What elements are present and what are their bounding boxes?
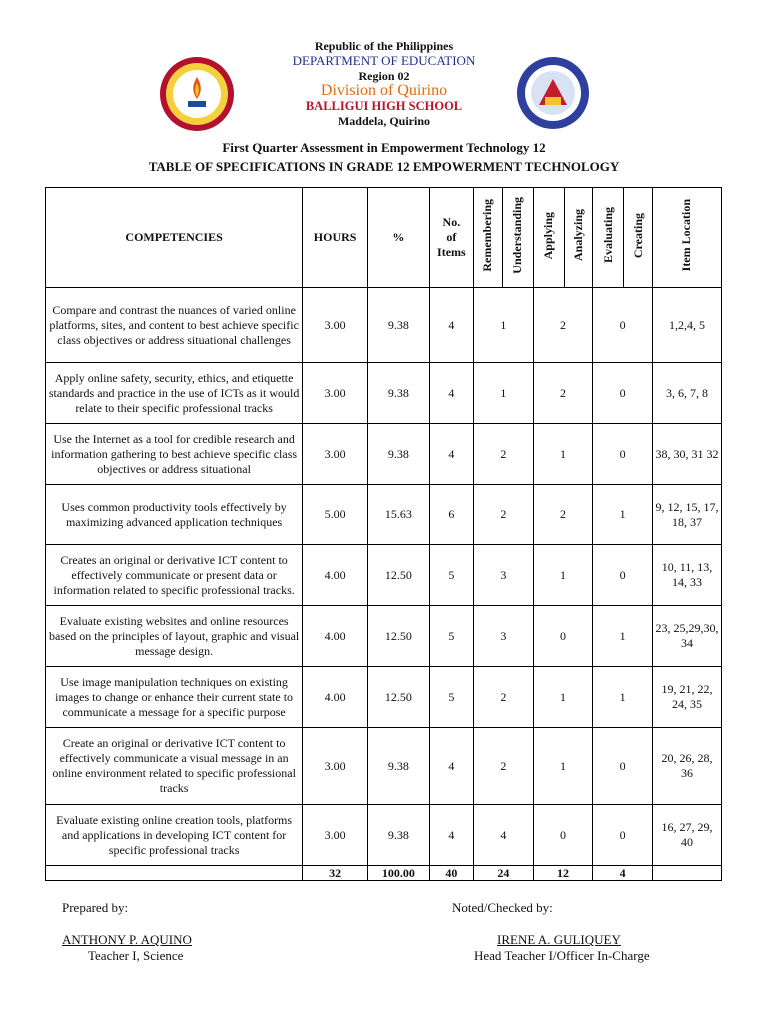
items-header-items: Items — [437, 245, 466, 259]
evaluate-create-cell: 0 — [593, 728, 653, 805]
items-cell: 4 — [429, 424, 473, 485]
total-evaluate-create: 4 — [593, 866, 653, 881]
items-header-of: of — [446, 230, 457, 244]
table-row — [46, 805, 722, 866]
evaluate-create-cell: 0 — [593, 363, 653, 424]
applying-header — [533, 188, 564, 288]
table-row — [46, 728, 722, 805]
specifications-table — [45, 187, 722, 881]
evaluate-create-cell: 0 — [593, 545, 653, 606]
hours-cell: 4.00 — [303, 545, 368, 606]
analyzing-header — [564, 188, 593, 288]
prepared-by-title: Teacher I, Science — [88, 948, 184, 963]
total-hours: 32 — [303, 866, 368, 881]
hours-cell: 3.00 — [303, 728, 368, 805]
item-location-cell: 19, 21, 22, 24, 35 — [652, 667, 721, 728]
evaluate-create-cell: 1 — [593, 485, 653, 545]
items-cell: 4 — [429, 288, 473, 363]
apply-analyze-cell: 0 — [533, 606, 593, 667]
department-label: DEPARTMENT OF EDUCATION — [292, 53, 476, 68]
hours-cell: 3.00 — [303, 424, 368, 485]
item-location-header — [652, 188, 721, 288]
applying-label: Applying — [541, 211, 556, 260]
region-label: Region 02 — [358, 69, 410, 83]
apply-analyze-cell: 1 — [533, 545, 593, 606]
competencies-header: COMPETENCIES — [46, 188, 303, 288]
total-items: 40 — [429, 866, 473, 881]
apply-analyze-cell: 2 — [533, 485, 593, 545]
items-cell: 5 — [429, 545, 473, 606]
noted-by-name: IRENE A. GULIQUEY — [497, 932, 621, 947]
items-cell: 4 — [429, 363, 473, 424]
percent-cell: 9.38 — [368, 424, 430, 485]
total-percent: 100.00 — [368, 866, 430, 881]
understanding-header — [502, 188, 533, 288]
percent-cell: 9.38 — [368, 805, 430, 866]
apply-analyze-cell: 2 — [533, 288, 593, 363]
remember-understand-cell: 2 — [474, 667, 534, 728]
item-location-cell: 38, 30, 31 32 — [652, 424, 721, 485]
total-apply-analyze: 12 — [533, 866, 593, 881]
school-name: BALLIGUI HIGH SCHOOL — [305, 99, 463, 113]
table-row — [46, 606, 722, 667]
apply-analyze-cell: 2 — [533, 363, 593, 424]
items-cell: 5 — [429, 606, 473, 667]
remembering-header — [474, 188, 503, 288]
assessment-title: First Quarter Assessment in Empowerment Technology 12 — [222, 140, 546, 155]
remember-understand-cell: 3 — [474, 545, 534, 606]
remember-understand-cell: 2 — [474, 728, 534, 805]
remember-understand-cell: 2 — [474, 424, 534, 485]
percent-cell: 12.50 — [368, 667, 430, 728]
totals-blank — [46, 866, 303, 881]
hours-cell: 3.00 — [303, 288, 368, 363]
item-location-cell: 10, 11, 13, 14, 33 — [652, 545, 721, 606]
total-location-blank — [652, 866, 721, 881]
creating-header — [624, 188, 653, 288]
header-row — [46, 188, 722, 288]
evaluate-create-cell: 1 — [593, 667, 653, 728]
item-location-cell: 23, 25,29,30, 34 — [652, 606, 721, 667]
creating-label: Creating — [630, 212, 645, 259]
item-location-cell: 3, 6, 7, 8 — [652, 363, 721, 424]
table-body — [46, 288, 722, 866]
competency-cell: Compare and contrast the nuances of varied online platforms, sites, and content to best achieve specific class objectives or address situational challenges — [46, 288, 303, 363]
items-cell: 6 — [429, 485, 473, 545]
noted-by-label: Noted/Checked by: — [452, 900, 553, 915]
total-remember-understand: 24 — [474, 866, 534, 881]
republic-label: Republic of the Philippines — [314, 39, 454, 53]
apply-analyze-cell: 1 — [533, 667, 593, 728]
percent-cell: 12.50 — [368, 606, 430, 667]
items-cell: 4 — [429, 805, 473, 866]
competency-cell: Creates an original or derivative ICT content to effectively communicate or present data or information related to specific professional tracks. — [46, 545, 303, 606]
noted-by-title: Head Teacher I/Officer In-Charge — [474, 948, 650, 963]
hours-cell: 4.00 — [303, 667, 368, 728]
evaluating-header — [593, 188, 624, 288]
percent-cell: 15.63 — [368, 485, 430, 545]
hours-cell: 3.00 — [303, 805, 368, 866]
remember-understand-cell: 4 — [474, 805, 534, 866]
remember-understand-cell: 2 — [474, 485, 534, 545]
apply-analyze-cell: 0 — [533, 805, 593, 866]
hours-cell: 5.00 — [303, 485, 368, 545]
competency-cell: Use the Internet as a tool for credible research and information gathering to best achieve specific class objectives or address situational — [46, 424, 303, 485]
items-header-no: No. — [442, 215, 461, 229]
competency-cell: Apply online safety, security, ethics, and etiquette standards and practice in the use of ICTs as it would relate to their specific professional tracks — [46, 363, 303, 424]
table-row — [46, 363, 722, 424]
understanding-label: Understanding — [510, 197, 525, 274]
apply-analyze-cell: 1 — [533, 424, 593, 485]
remember-understand-cell: 3 — [474, 606, 534, 667]
percent-cell: 9.38 — [368, 728, 430, 805]
prepared-by-name: ANTHONY P. AQUINO — [62, 932, 192, 947]
hours-header: HOURS — [303, 188, 368, 288]
table-row — [46, 288, 722, 363]
totals-row — [46, 866, 722, 881]
percent-cell: 9.38 — [368, 363, 430, 424]
evaluate-create-cell: 0 — [593, 288, 653, 363]
competency-cell: Evaluate existing online creation tools, platforms and applications in developing ICT content for specific professional tracks — [46, 805, 303, 866]
table-row — [46, 545, 722, 606]
prepared-by-label: Prepared by: — [62, 900, 129, 915]
evaluate-create-cell: 0 — [593, 805, 653, 866]
evaluate-create-cell: 1 — [593, 606, 653, 667]
remember-understand-cell: 1 — [474, 363, 534, 424]
table-row — [46, 485, 722, 545]
competency-cell: Evaluate existing websites and online resources based on the principles of layout, graphic and visual message design. — [46, 606, 303, 667]
item-location-cell: 9, 12, 15, 17, 18, 37 — [652, 485, 721, 545]
competency-cell: Use image manipulation techniques on existing images to change or enhance their current state to communicate a message for a specific purpose — [46, 667, 303, 728]
competency-cell: Uses common productivity tools effectively by maximizing advanced application techniques — [46, 485, 303, 545]
remembering-label: Remembering — [480, 199, 495, 272]
item-location-cell: 20, 26, 28, 36 — [652, 728, 721, 805]
item-location-label: Item Location — [679, 199, 694, 272]
table-row — [46, 424, 722, 485]
evaluate-create-cell: 0 — [593, 424, 653, 485]
hours-cell: 3.00 — [303, 363, 368, 424]
items-cell: 5 — [429, 667, 473, 728]
item-location-cell: 16, 27, 29, 40 — [652, 805, 721, 866]
table-row — [46, 667, 722, 728]
apply-analyze-cell: 1 — [533, 728, 593, 805]
percent-cell: 9.38 — [368, 288, 430, 363]
analyzing-label: Analyzing — [570, 209, 585, 262]
items-cell: 4 — [429, 728, 473, 805]
hours-cell: 4.00 — [303, 606, 368, 667]
evaluating-label: Evaluating — [600, 207, 615, 264]
school-address: Maddela, Quirino — [337, 114, 430, 128]
competency-cell: Create an original or derivative ICT content to effectively communicate a visual message in an online environment related to specific professional tracks — [46, 728, 303, 805]
items-header — [429, 188, 473, 288]
division-label: Division of Quirino — [320, 82, 448, 99]
percent-cell: 12.50 — [368, 545, 430, 606]
remember-understand-cell: 1 — [474, 288, 534, 363]
item-location-cell: 1,2,4, 5 — [652, 288, 721, 363]
percent-header: % — [368, 188, 430, 288]
table-title: TABLE OF SPECIFICATIONS IN GRADE 12 EMPOWERMENT TECHNOLOGY — [148, 159, 620, 174]
